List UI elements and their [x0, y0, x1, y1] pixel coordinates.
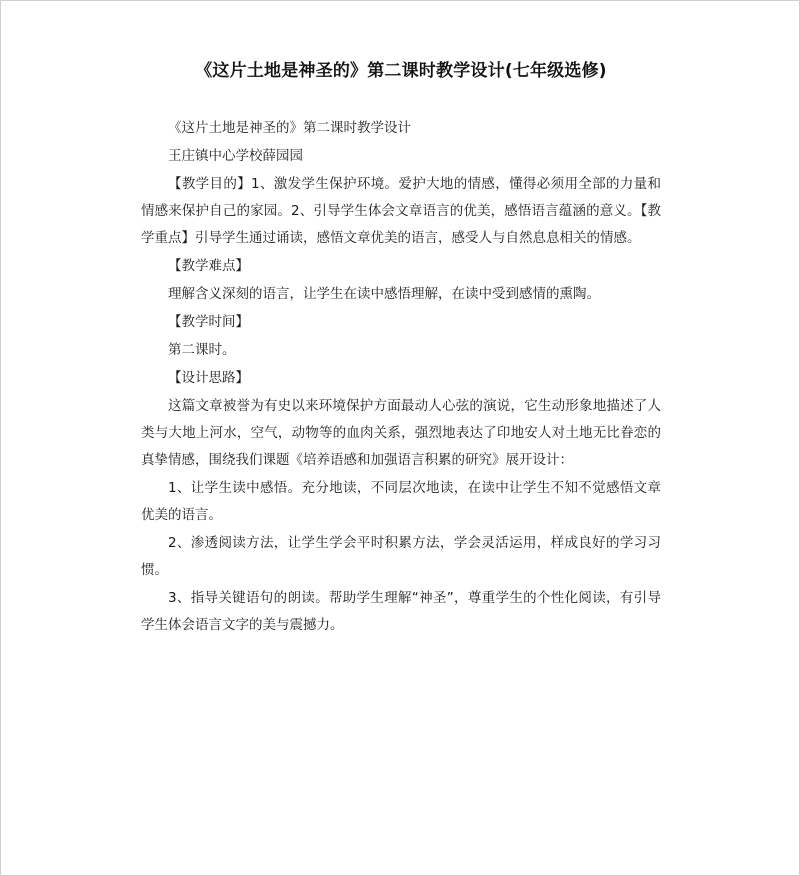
teaching-goals-paragraph: 【教学目的】1、激发学生保护环境。爱护大地的情感，懂得必须用全部的力量和情感来保护自己的家园。2、引导学生体会文章语言的优美，感悟语言蕴涵的意义。【教学重点】引导学生通过诵读，感悟文章优美的语言，感受人与自然息息相关的情感。 [141, 176, 661, 246]
difficulty-heading: 【教学难点】 [168, 258, 249, 274]
difficulty-text: 理解含义深刻的语言，让学生在读中感悟理解，在读中受到感情的熏陶。 [168, 286, 600, 302]
design-point-2: 2、渗透阅读方法，让学生学会平时积累方法，学会灵活运用，样成良好的学习习惯。 [141, 535, 661, 578]
time-text: 第二课时。 [168, 342, 236, 358]
author-line: 王庄镇中心学校薛园园 [168, 148, 303, 164]
design-point-1: 1、让学生读中感悟。充分地读，不同层次地读，在读中让学生不知不觉感悟文章优美的语言。 [141, 480, 661, 523]
time-heading: 【教学时间】 [168, 314, 249, 330]
subtitle: 《这片土地是神圣的》第二课时教学设计 [168, 120, 411, 136]
design-heading: 【设计思路】 [168, 370, 249, 386]
document-body [141, 115, 661, 640]
design-point-3: 3、指导关键语句的朗读。帮助学生理解“神圣”，尊重学生的个性化阅读，有引导学生体会语言文字的美与震撼力。 [141, 590, 661, 633]
design-intro-paragraph: 这篇文章被誉为有史以来环境保护方面最动人心弦的演说，它生动形象地描述了人类与大地上河水，空气，动物等的血肉关系，强烈地表达了印地安人对土地无比眷恋的真挚情感，围绕我们课题《培养语感和加强语言积累的研究》展开设计： [141, 398, 661, 468]
document-title: 《这片土地是神圣的》第二课时教学设计(七年级选修) [195, 61, 607, 81]
